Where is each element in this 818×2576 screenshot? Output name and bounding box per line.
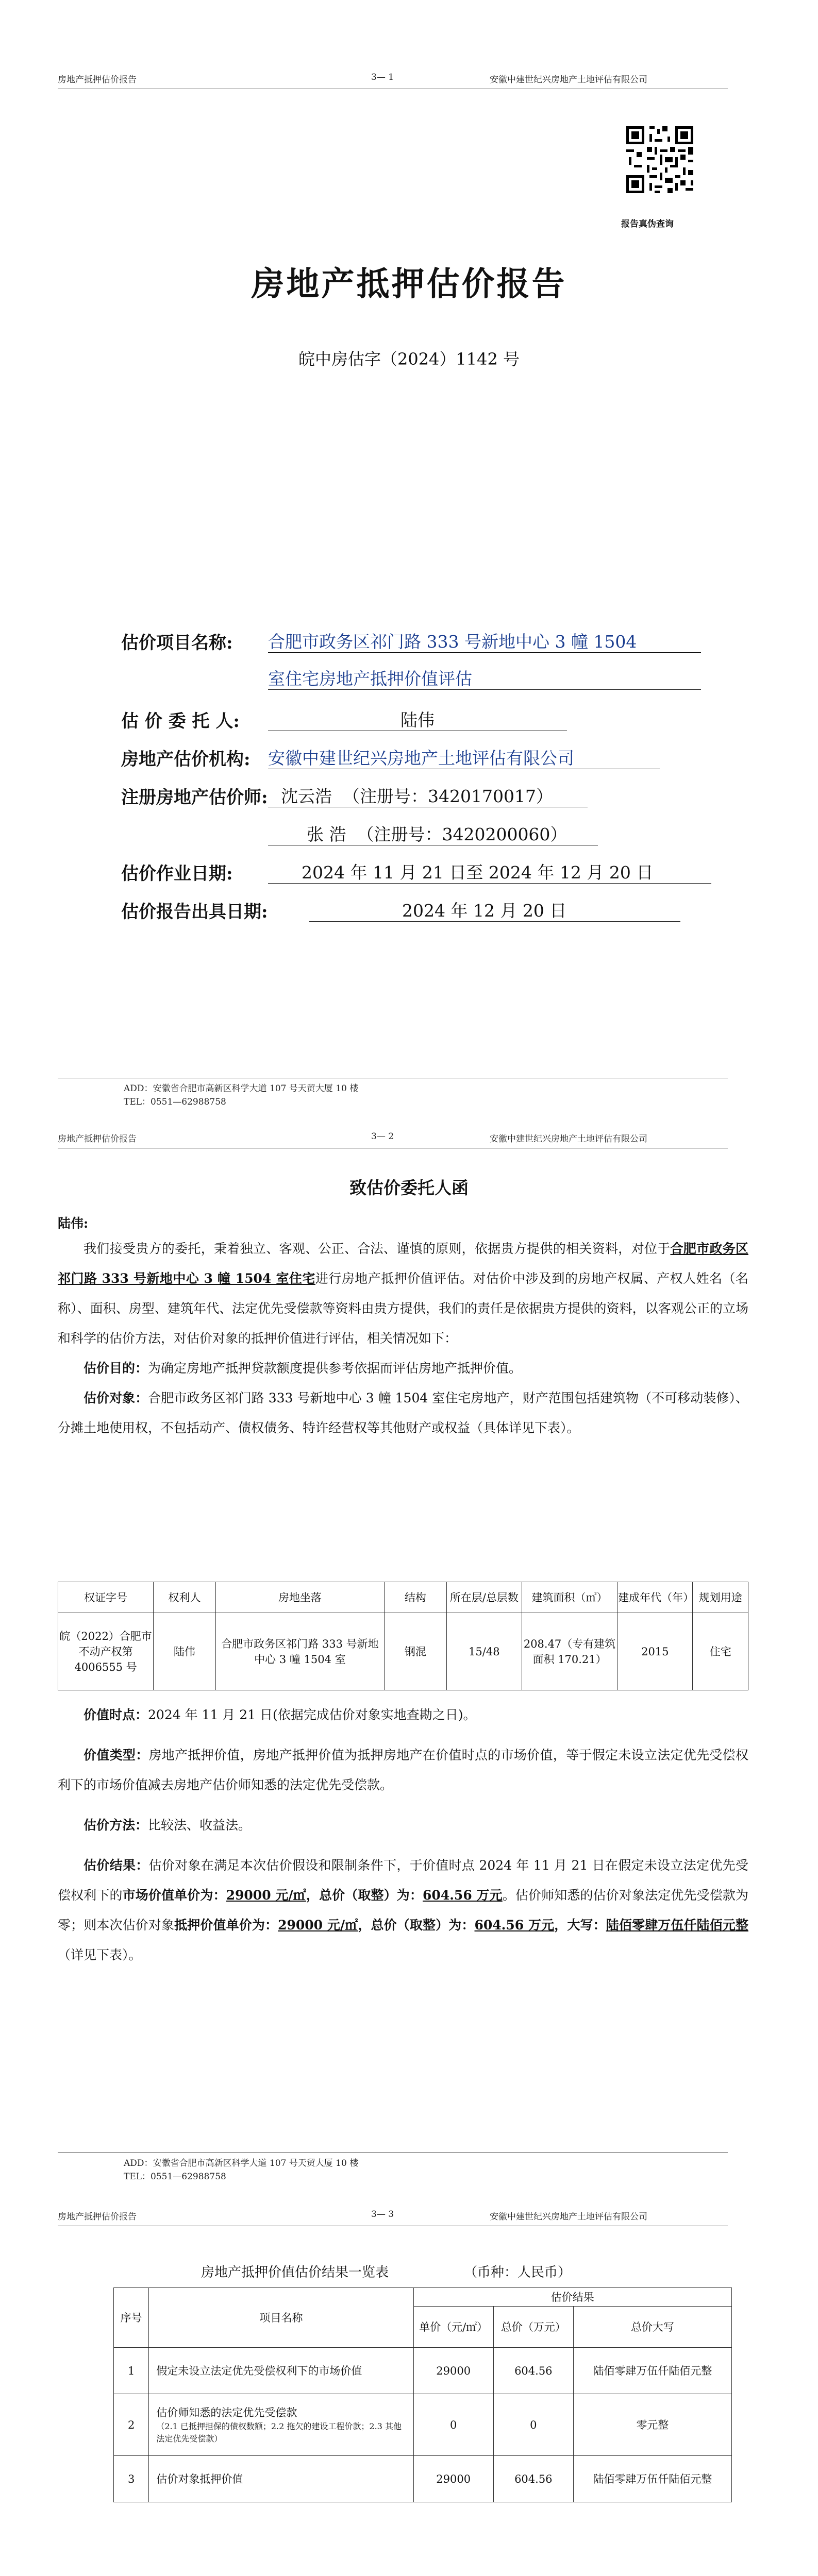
table-cell: 0 <box>493 2394 573 2456</box>
result-text-g: 抵押价值单价为： <box>174 1918 278 1933</box>
item-subnote: （2.1 已抵押担保的债权数额；2.2 拖欠的建设工程价款；2.3 其他法定优先受偿款） <box>156 2421 402 2444</box>
client-label: 估 价 委 托 人: <box>121 711 240 732</box>
table-cell: 合肥市政务区祁门路 333 号新地中心 3 幢 1504 室 <box>215 1613 385 1690</box>
table-row <box>58 1613 748 1690</box>
market-total-price: 604.56 万元 <box>423 1888 503 1903</box>
table-header: 单价（元/㎡） <box>413 2307 493 2348</box>
table-cell: 钢混 <box>385 1613 446 1690</box>
footer-address: ADD：安徽省合肥市高新区科学大道 107 号天贸大厦 10 楼 <box>124 1083 359 1094</box>
purpose-label: 估价目的： <box>84 1361 148 1376</box>
result-text-i: ，总价（取整）为： <box>358 1918 475 1933</box>
project-underline-1 <box>268 652 701 653</box>
report-number: 皖中房估字（2024）1142 号 <box>298 349 520 369</box>
notes-title <box>58 2573 120 2576</box>
mortgage-total-price: 604.56 万元 <box>474 1918 555 1933</box>
table-cell: 估价对象抵押价值 <box>149 2456 413 2502</box>
table-row <box>114 2348 732 2394</box>
letter-title: 致估价委托人函 <box>349 1178 469 1198</box>
result-text-m: （详见下表）。 <box>58 1947 142 1962</box>
table-header: 总价（万元） <box>493 2307 573 2348</box>
table-row <box>114 2394 732 2456</box>
table-cell: 604.56 <box>493 2456 573 2502</box>
table-header: 建筑面积（㎡） <box>522 1582 617 1613</box>
table-header: 权证字号 <box>58 1582 154 1613</box>
result-text-d: ，总价（取整）为： <box>306 1888 423 1903</box>
page-header-left: 房地产抵押估价报告 <box>58 75 137 85</box>
table-cell: 29000 <box>413 2456 493 2502</box>
table-header: 总价大写 <box>573 2307 731 2348</box>
result-text-k: ，大写： <box>554 1918 606 1933</box>
result-text-f: 。估价师知悉的估价对象法定优先受偿款为零；则本次估价对象 <box>58 1888 748 1933</box>
table-cell: 2 <box>114 2394 149 2456</box>
table-cell: 208.47（专有建筑面积 170.21） <box>522 1613 617 1690</box>
value-date-label: 价值时点： <box>84 1707 148 1722</box>
org-value: 安徽中建世纪兴房地产土地评估有限公司 <box>268 748 574 768</box>
table-cell: 0 <box>413 2394 493 2456</box>
page-number: 3— 2 <box>371 1131 394 1142</box>
appraiser-1: 沈云浩 （注册号：3420170017） <box>281 786 553 806</box>
table-cell: 陆佰零肆万伍仟陆佰元整 <box>573 2456 731 2502</box>
result-text-a: 估价对象在满足本次估价假设和限制条件下，于价值时点 2024 年 11 月 21 日在假定未设立法定优先受偿权利下的 <box>58 1858 748 1903</box>
property-table <box>58 1582 748 1690</box>
table-cell: 29000 <box>413 2348 493 2394</box>
qr-caption: 报告真伪查询 <box>621 219 674 229</box>
table-cell: 假定未设立法定优先受偿权利下的市场价值 <box>149 2348 413 2394</box>
project-line-2: 室住宅房地产抵押价值评估 <box>268 669 472 689</box>
table-cell: 皖（2022）合肥市不动产权第 4006555 号 <box>58 1613 154 1690</box>
project-underline-2 <box>268 689 701 690</box>
table-cell: 住宅 <box>693 1613 748 1690</box>
market-unit-price: 29000 元/㎡ <box>226 1888 306 1903</box>
value-type-label: 价值类型： <box>84 1748 149 1762</box>
table-header: 估价结果 <box>413 2288 731 2307</box>
letter-paragraph-details <box>58 1700 748 1970</box>
intro-text-c: 进行房地产抵押价值评估。对估价中涉及到的房地产权属、产权人姓名（名称）、面积、房型、建筑年代、法定优先受偿款等资料由贵方提供，我们的责任是依据贵方提供的资料，以客观公正的立场和科学的估价方法，对估价对象的抵押价值进行评估，相关情况如下： <box>58 1271 748 1346</box>
value-date-text: 2024 年 11 月 21 日(依据完成估价对象实地查勘之日)。 <box>148 1707 476 1722</box>
table-header: 序号 <box>114 2288 149 2348</box>
letter-paragraph-intro <box>58 1234 748 1443</box>
table-cell: 陆伟 <box>154 1613 215 1690</box>
page-number: 3— 3 <box>371 2209 394 2219</box>
table-header: 结构 <box>385 1582 446 1613</box>
table-cell: 1 <box>114 2348 149 2394</box>
mortgage-total-upper: 陆佰零肆万伍仟陆佰元整 <box>606 1918 748 1933</box>
page-header-right: 安徽中建世纪兴房地产土地评估有限公司 <box>490 75 647 85</box>
table-cell: 3 <box>114 2456 149 2502</box>
object-text: 合肥市政务区祁门路 333 号新地中心 3 幢 1504 室住宅房地产，财产范围包括建筑物（不可移动装修）、分摊土地使用权，不包括动产、债权债务、特许经营权等其他财产或权益（具体详见下表）。 <box>58 1391 748 1435</box>
appraiser-label: 注册房地产估价师: <box>121 787 268 808</box>
table-cell: 零元整 <box>573 2394 731 2456</box>
issue-date-label: 估价报告出具日期: <box>121 902 268 922</box>
report-title: 房地产抵押估价报告 <box>251 265 567 303</box>
method-text: 比较法、收益法。 <box>148 1818 252 1833</box>
result-label: 估价结果： <box>84 1858 149 1873</box>
salutation: 陆伟: <box>58 1216 89 1231</box>
client-value: 陆伟 <box>400 710 435 730</box>
table-cell: 15/48 <box>446 1613 522 1690</box>
appraiser-2: 张 浩 （注册号：3420200060） <box>307 824 567 844</box>
object-label: 估价对象： <box>84 1391 148 1405</box>
summary-table <box>113 2287 732 2502</box>
table-header: 房地坐落 <box>215 1582 385 1613</box>
work-date-label: 估价作业日期: <box>121 863 233 884</box>
table-header: 所在层/总层数 <box>446 1582 522 1613</box>
mortgage-unit-price: 29000 元/㎡ <box>278 1918 358 1933</box>
page-header-left: 房地产抵押估价报告 <box>58 2212 137 2222</box>
table-header-row <box>114 2288 732 2307</box>
intro-text-a: 我们接受贵方的委托，秉着独立、客观、公正、合法、谨慎的原则，依据贵方提供的相关资料，对位于 <box>84 1241 671 1256</box>
method-label: 估价方法： <box>84 1818 148 1833</box>
value-type-text: 房地产抵押价值，房地产抵押价值为抵押房地产在价值时点的市场价值，等于假定未设立法定优先受偿权利下的市场价值减去房地产估价师知悉的法定优先受偿款。 <box>58 1748 748 1792</box>
summary-title: 房地产抵押价值估价结果一览表 <box>201 2265 389 2280</box>
footer-tel: TEL：0551—62988758 <box>124 1097 226 1107</box>
page-header-right: 安徽中建世纪兴房地产土地评估有限公司 <box>490 1134 647 1144</box>
project-line-1: 合肥市政务区祁门路 333 号新地中心 3 幢 1504 <box>268 632 637 652</box>
summary-currency: （币种：人民币） <box>464 2265 572 2280</box>
table-cell <box>149 2394 413 2456</box>
purpose-text: 为确定房地产抵押贷款额度提供参考依据而评估房地产抵押价值。 <box>148 1361 522 1376</box>
table-row <box>114 2456 732 2502</box>
table-header: 建成年代（年） <box>617 1582 693 1613</box>
issue-date-underline <box>309 921 680 922</box>
table-header: 权利人 <box>154 1582 215 1613</box>
project-label: 估价项目名称: <box>121 633 233 653</box>
work-date-value: 2024 年 11 月 21 日至 2024 年 12 月 20 日 <box>302 862 654 883</box>
table-cell: 2015 <box>617 1613 693 1690</box>
page-number: 3— 1 <box>371 72 394 82</box>
footer-tel: TEL：0551—62988758 <box>124 2172 226 2182</box>
result-text-b: 市场价值单价为： <box>122 1888 226 1903</box>
item-name: 估价师知悉的法定优先受偿款 <box>156 2406 297 2419</box>
org-label: 房地产估价机构: <box>121 749 251 770</box>
table-cell: 604.56 <box>493 2348 573 2394</box>
intro-property: 合肥市政务区祁门路 333 号新地中心 3 幢 1504 室住宅 <box>58 1241 748 1286</box>
table-header: 规划用途 <box>693 1582 748 1613</box>
footer-address: ADD：安徽省合肥市高新区科学大道 107 号天贸大厦 10 楼 <box>124 2158 359 2168</box>
table-cell: 陆佰零肆万伍仟陆佰元整 <box>573 2348 731 2394</box>
issue-date-value: 2024 年 12 月 20 日 <box>402 901 567 921</box>
qr-code-icon[interactable] <box>624 124 696 196</box>
page-header-left: 房地产抵押估价报告 <box>58 1134 137 1144</box>
table-header-row <box>58 1582 748 1613</box>
table-header: 项目名称 <box>149 2288 413 2348</box>
work-date-underline <box>268 883 711 884</box>
page-header-right: 安徽中建世纪兴房地产土地评估有限公司 <box>490 2212 647 2222</box>
